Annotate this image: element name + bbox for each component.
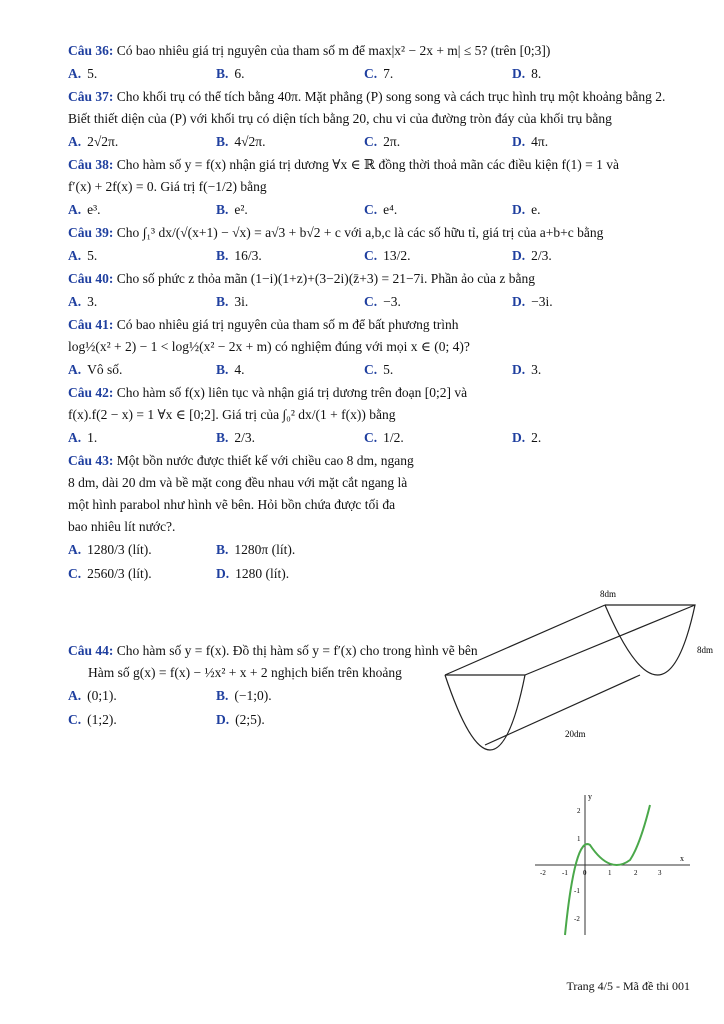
options-39 xyxy=(68,244,690,268)
option-a: A. Vô số. xyxy=(68,362,123,377)
svg-text:1: 1 xyxy=(608,869,612,877)
height-label: 8dm xyxy=(697,645,714,655)
question-36 xyxy=(68,40,690,62)
question-42: Câu 42: Cho hàm số f(x) liên tục và nhận giá trị dương trên đoạn [0;2] và f(x).f(2 − x) = 1 ∀x ∈ [0;2]. Giá trị của ∫₀² dx/(1 + f(x)) bằng xyxy=(68,385,468,422)
option-d: D. (2;5). xyxy=(216,712,265,727)
svg-text:3: 3 xyxy=(658,869,662,877)
svg-text:-2: -2 xyxy=(574,915,580,923)
svg-text:1: 1 xyxy=(577,835,581,843)
option-a: A. (0;1). xyxy=(68,688,117,703)
option-b: B. (−1;0). xyxy=(216,688,272,703)
options-40 xyxy=(68,290,690,314)
svg-text:x: x xyxy=(680,854,684,863)
option-b: B. e². xyxy=(216,202,248,217)
option-c: C. −3. xyxy=(364,294,401,309)
option-b: B. 4. xyxy=(216,362,245,377)
page-footer: Trang 4/5 - Mã đề thi 001 xyxy=(566,979,690,993)
svg-text:2: 2 xyxy=(634,869,638,877)
option-a: A. 1. xyxy=(68,430,98,445)
question-37: Câu 37: Cho khối trụ có thể tích bằng 40π. Mặt phẳng (P) song song và cách trục hình trụ một khoảng bằng 2. Biết thiết diện của (P) với khối trụ có diện tích bằng 20, chu vi của đường tròn đáy của khối trụ bằng xyxy=(68,89,666,126)
option-d: D. 4π. xyxy=(512,134,549,149)
option-a: A. 3. xyxy=(68,294,98,309)
svg-text:0: 0 xyxy=(583,869,587,877)
option-d: D. e. xyxy=(512,202,541,217)
svg-text:-2: -2 xyxy=(540,869,546,877)
derivative-graph xyxy=(530,785,700,945)
option-a: A. 2√2π. xyxy=(68,134,119,149)
option-a: A. 1280/3 (lít). xyxy=(68,542,152,557)
options-41 xyxy=(68,358,690,382)
question-38: Câu 38: Cho hàm số y = f(x) nhận giá trị dương ∀x ∈ ℝ đồng thời thoả mãn các điều kiện f(1) = 1 và f′(x) + 2f(x) = 0. Giá trị f(−1/2) bằng xyxy=(68,157,619,194)
option-c: C. 2π. xyxy=(364,134,401,149)
option-c: C. 1/2. xyxy=(364,430,404,445)
option-b: B. 2/3. xyxy=(216,430,256,445)
option-d: D. 3. xyxy=(512,362,542,377)
option-b: B. 16/3. xyxy=(216,248,262,263)
svg-text:2: 2 xyxy=(577,807,581,815)
options-43 xyxy=(68,538,418,586)
option-c: C. 13/2. xyxy=(364,248,411,263)
option-d: D. 2/3. xyxy=(512,248,552,263)
option-d: D. 1280 (lít). xyxy=(216,566,290,581)
option-c: C. e⁴. xyxy=(364,202,398,217)
option-b: B. 4√2π. xyxy=(216,134,266,149)
option-b: B. 1280π (lít). xyxy=(216,542,296,557)
options-37 xyxy=(68,130,690,154)
option-b: B. 6. xyxy=(216,66,245,81)
question-41: Câu 41: Có bao nhiêu giá trị nguyên của tham số m để bất phương trình log½(x² + 2) − 1 < log½(x² − 2x + m) có nghiệm đúng với mọi x ∈ (0; 4)? xyxy=(68,317,470,354)
option-b: B. 3i. xyxy=(216,294,249,309)
svg-text:-1: -1 xyxy=(574,887,580,895)
options-42 xyxy=(68,426,690,450)
option-a: A. e³. xyxy=(68,202,101,217)
option-a: A. 5. xyxy=(68,66,98,81)
svg-text:-1: -1 xyxy=(562,869,568,877)
option-d: D. 8. xyxy=(512,66,542,81)
length-label: 20dm xyxy=(565,729,586,739)
question-44: Câu 44: Cho hàm số y = f(x). Đồ thị hàm số y = f′(x) cho trong hình vẽ bên Hàm số g(x) = f(x) − ½x² + x + 2 nghịch biến trên khoảng A. (0;1). B. (−1;0). C. (1;2). D. (2;5). xyxy=(68,640,508,732)
option-a: A. 5. xyxy=(68,248,98,263)
option-c: C. 2560/3 (lít). xyxy=(68,566,152,581)
option-c: C. 7. xyxy=(364,66,394,81)
options-38 xyxy=(68,198,690,222)
question-text: Có bao nhiêu giá trị nguyên của tham số m để max|x² − 2x + m| ≤ 5? (trên [0;3]) xyxy=(116,43,551,58)
question-label: Câu 36: xyxy=(68,43,114,58)
option-d: D. −3i. xyxy=(512,294,553,309)
option-d: D. 2. xyxy=(512,430,542,445)
svg-text:y: y xyxy=(588,792,592,801)
options-36 xyxy=(68,62,690,86)
option-c: C. 5. xyxy=(364,362,394,377)
tank-figure xyxy=(425,585,715,755)
question-40: Câu 40: Cho số phức z thỏa mãn (1−i)(1+z)+(3−2i)(z̄+3) = 21−7i. Phần ảo của z bằng xyxy=(68,271,536,286)
question-39: Câu 39: Cho ∫₁³ dx/(√(x+1) − √x) = a√3 + b√2 + c với a,b,c là các số hữu tỉ, giá trị của a+b+c bằng xyxy=(68,225,604,240)
width-label: 8dm xyxy=(600,589,617,599)
option-c: C. (1;2). xyxy=(68,712,117,727)
question-43: Câu 43: Một bồn nước được thiết kế với chiều cao 8 dm, ngang 8 dm, dài 20 dm và bề mặt cong đều nhau với mặt cắt ngang là một hình parabol như hình vẽ bên. Hỏi bồn chứa được tối đa bao nhiêu lít nước?. A. 1280/3 (lít). B. 1280π (lít). C. 2560/3 (lít). D. 1280 (lít). xyxy=(68,450,418,586)
